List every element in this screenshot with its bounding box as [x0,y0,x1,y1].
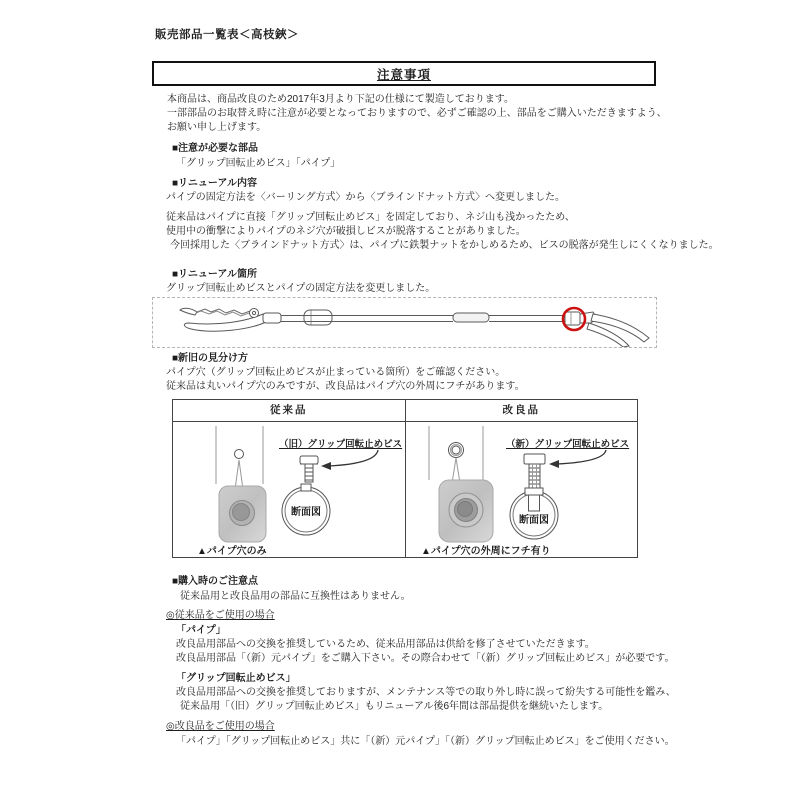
improved-caption: ▲パイプ穴の外周にフチ有り [421,546,551,557]
label-arrow-icon [321,450,378,470]
identification-line: パイプ穴（グリップ回転止めビスが止まっている箇所）をご確認ください。 [166,367,506,378]
renewal-content-intro: パイプの固定方法を〈バーリング方式〉から〈ブラインドナット方式〉へ変更しました。 [166,192,565,203]
old-screw-label: （旧）グリップ回転止めビス [279,439,403,450]
renewal-content-line: 今回採用した〈ブラインドナット方式〉は、パイプに鉄製ナットをかしめるため、ビスの脱落が発生しにくくなりました。 [170,240,719,251]
section-heading-conventional-case: ◎従来品をご使用の場合 [166,610,275,621]
cross-section-drawing [282,484,330,535]
conventional-screw-line: 改良品用部品への交換を推奨しておりますが、メンテナンス等での取り外し時に誤って紛失する可能性を鑑み、 [176,687,676,698]
section-heading-identification: ■新旧の見分け方 [172,353,249,364]
identification-line: 従来品は丸いパイプ穴のみですが、改良品はパイプ穴の外周にフチがあります。 [166,381,525,392]
conventional-pipe-label: 「パイプ」 [176,625,226,636]
old-screw-icon [300,456,318,482]
section-heading-renewal-content: ■リニューアル内容 [172,178,257,189]
page-title: 販売部品一覧表＜高枝鋏＞ [155,29,299,41]
pipe-hole-icon [235,450,244,459]
intro-line: 本商品は、商品改良のため2017年3月より下記の仕様にて製造しております。 [167,94,515,105]
attention-parts-body: 「グリップ回転止めビス」「パイプ」 [176,158,341,169]
intro-line: 一部部品のお取替え時に注意が必要となっておりますので、必ずご確認の上、部品をご購入いただきますよう、 [167,108,667,119]
new-screw-label: （新）グリップ回転止めビス [506,439,630,450]
section-heading-improved-case: ◎改良品をご使用の場合 [166,721,275,732]
comparison-table-header-row [173,400,637,422]
cell-conventional [173,422,405,557]
column-header-improved: 改良品 [405,400,638,421]
rimmed-pipe-hole-icon [449,443,464,458]
renewal-content-line: 従来品はパイプに直接「グリップ回転止めビス」を固定しており、ネジ山も浅かったため、 [166,212,575,223]
renewal-location-body: グリップ回転止めビスとパイプの固定方法を変更しました。 [166,283,436,294]
pruner-diagram-box [152,297,657,348]
conventional-pipe-line: 改良品用部品への交換を推奨しているため、従来品用部品は供給を修了させていただきます。 [176,639,595,650]
pointer-wedge [453,458,460,480]
conventional-screw-label: 「グリップ回転止めビス」 [176,673,296,684]
pointer-wedge [236,460,243,486]
label-arrow-icon [549,450,606,468]
conventional-screw-line: 従来品用「（旧）グリップ回転止めビス」もリニューアル後6年間は部品提供を継続いたします。 [180,701,609,712]
conventional-caption: ▲パイプ穴のみ [197,546,267,557]
purchase-notes-body: 従来品用と改良品用の部品に互換性はありません。 [180,591,411,602]
section-heading-renewal-location: ■リニューアル箇所 [172,269,257,280]
new-screw-icon [524,454,545,491]
renewal-content-line: 使用中の衝撃によりパイプのネジ穴が破損しビスが脱落することがありました。 [166,226,526,237]
notice-header-box [152,61,656,86]
section-heading-attention-parts: ■注意が必要な部品 [172,143,259,154]
pruner-line-art [153,298,656,347]
svg-text:断面図: 断面図 [291,507,321,518]
comparison-table [172,399,638,558]
cell-improved [405,422,638,557]
conventional-pipe-line: 改良品用部品「（新）元パイプ」をご購入下さい。その際合わせて「（新）グリップ回転止めビス」が必要です。 [176,653,675,664]
improved-case-body: 「パイプ」「グリップ回転止めビス」共に「（新）元パイプ」「（新）グリップ回転止めビス」をご使用ください。 [176,736,675,747]
notice-header-label: 注意事項 [376,67,431,82]
svg-text:断面図: 断面図 [519,515,549,526]
section-heading-purchase-notes: ■購入時のご注意点 [172,576,259,587]
cross-section-drawing [510,488,558,539]
column-header-conventional: 従来品 [270,404,308,416]
intro-line: お願い申し上げます。 [167,122,267,133]
